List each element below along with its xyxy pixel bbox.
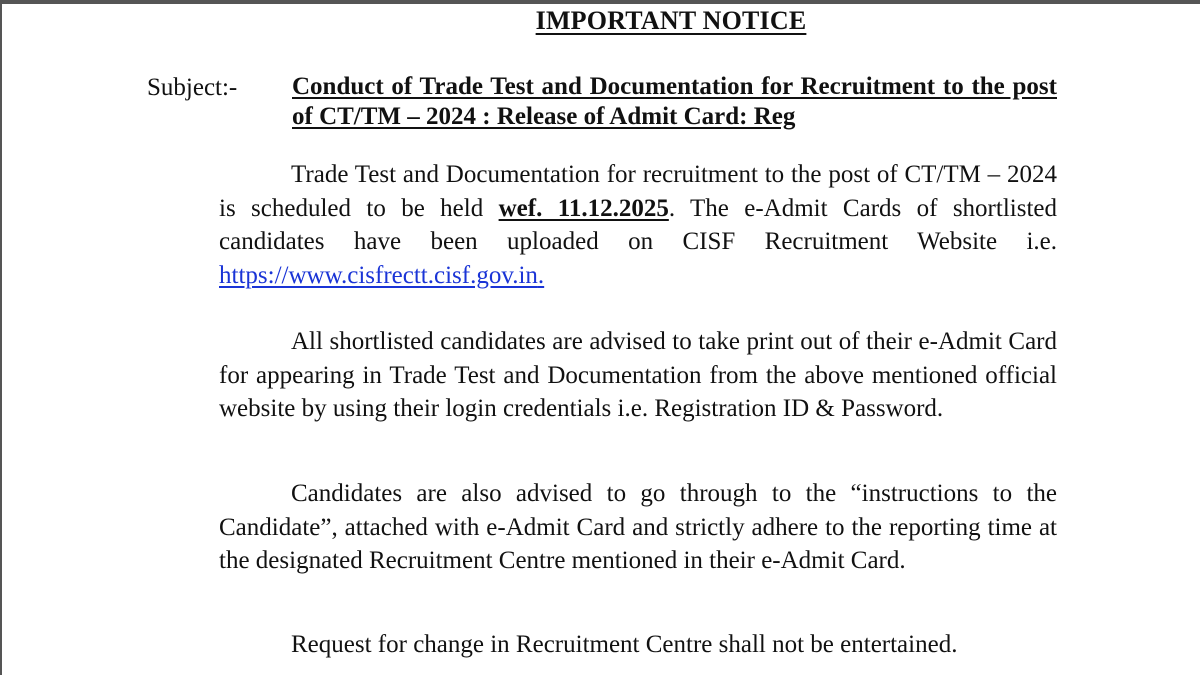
paragraph-schedule-text-after: . The e-Admit Cards of shortlisted candidates have been uploaded on CISF Recruitment Website i.e. xyxy=(219,194,1057,255)
paragraph-instructions: Candidates are also advised to go through to the “instructions to the Candidate”, attached with e-Admit Card and strictly adhere to the reporting time at the designated Recruitment Centre mentioned in their e-Admit Card. xyxy=(219,480,1057,574)
paragraph-print-admit-card: All shortlisted candidates are advised to take print out of their e-Admit Card for appearing in Trade Test and Documentation from the above mentioned official website by using their login credentials i.e. Registration ID & Password. xyxy=(219,328,1057,422)
schedule-date: wef. 11.12.2025 xyxy=(498,194,669,222)
paragraph-schedule-text-before: Trade Test and Documentation for recruitment to the post of CT/TM – 2024 is scheduled to be held xyxy=(219,161,1057,222)
recruitment-website-link[interactable]: https://www.cisfrectt.cisf.gov.in xyxy=(219,261,538,289)
notice-title: IMPORTANT NOTICE xyxy=(535,6,807,35)
paragraph-schedule xyxy=(219,158,1057,292)
subject-text: Conduct of Trade Test and Documentation for Recruitment to the post of CT/TM – 2024 : Release of Admit Card: Reg xyxy=(292,73,1057,130)
paragraph-centre-change: Request for change in Recruitment Centre shall not be entertained. xyxy=(291,631,958,658)
subject-label: Subject:- xyxy=(147,74,238,101)
link-trailing-period: . xyxy=(537,261,545,289)
